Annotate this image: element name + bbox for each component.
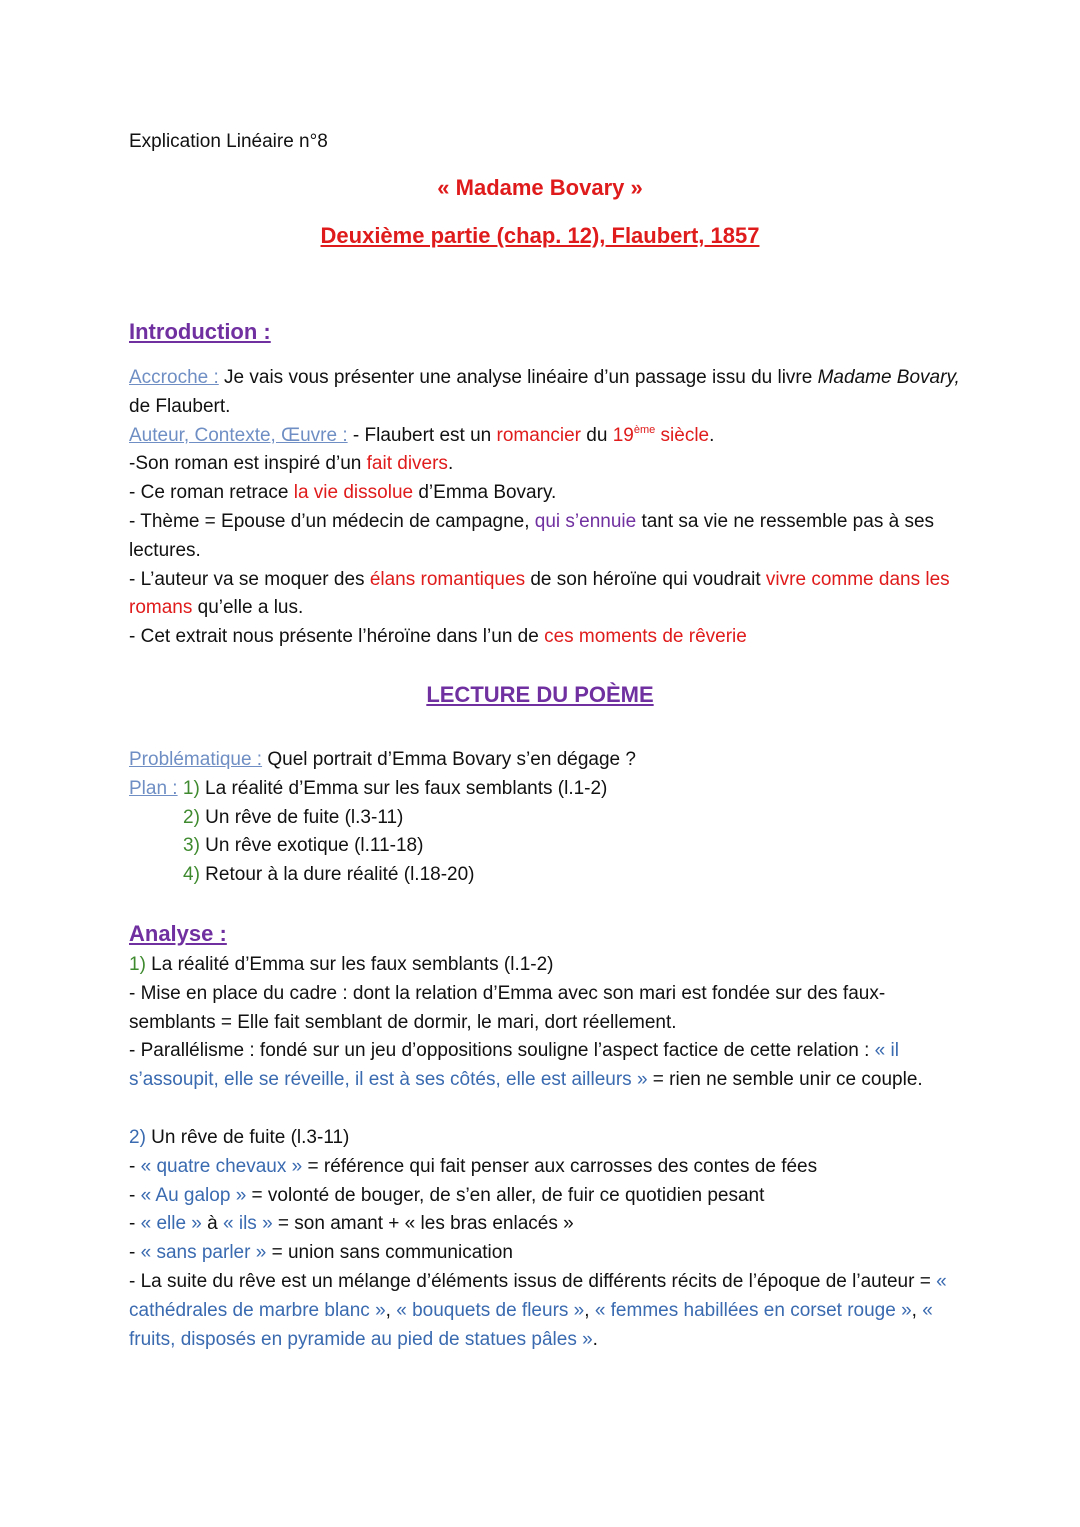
plan-item: 2) Un rêve de fuite (l.3-11) [183, 806, 404, 828]
lecture-heading: LECTURE DU POÈME [426, 682, 654, 707]
accroche-paragraph: Accroche : Je vais vous présenter une analyse linéaire d’un passage issu du livre Madame Bovary, de Flaubert. [129, 367, 960, 417]
intro-line-theme: - Thème = Epouse d’un médecin de campagne, qui s’ennuie tant sa vie ne ressemble pas à ses lectures. [129, 510, 935, 561]
intro-line-reverie: - Cet extrait nous présente l’héroïne dans l’un de ces moments de rêverie [129, 626, 747, 648]
analyse-section-1 [129, 951, 960, 1095]
introduction-heading: Introduction : [129, 319, 271, 344]
section-1-cadre: - Mise en place du cadre : dont la relation d’Emma avec son mari est fondée sur des faux-semblants = Elle fait semblant de dormir, le mari, dort réellement. [129, 982, 886, 1033]
plan-item: 3) Un rêve exotique (l.11-18) [183, 835, 424, 857]
intro-line-vie-dissolue: - Ce roman retrace la vie dissolue d’Emma Bovary. [129, 482, 557, 504]
document-subtitle: Deuxième partie (chap. 12), Flaubert, 1857 [320, 223, 760, 248]
document-title: « Madame Bovary » [437, 175, 643, 200]
introduction-body [129, 364, 960, 652]
section-2-item: - « sans parler » = union sans communication [129, 1242, 513, 1264]
section-2-item: - « elle » à « ils » = son amant + « les bras enlacés » [129, 1213, 574, 1235]
plan-item: Plan : 1) La réalité d’Emma sur les faux semblants (l.1-2) [129, 777, 608, 799]
analyse-heading: Analyse : [129, 921, 227, 946]
plan-item: 4) Retour à la dure réalité (l.18-20) [183, 864, 475, 886]
section-1-parallelisme: - Parallélisme : fondé sur un jeu d’oppositions souligne l’aspect factice de cette relation : « il s’assoupit, elle se réveille, il est à ses côtés, elle est ailleurs » = rien ne semble unir ce couple. [129, 1040, 923, 1091]
section-2-title: 2) Un rêve de fuite (l.3-11) [129, 1127, 350, 1148]
document-label: Explication Linéaire n°8 [129, 131, 328, 152]
section-2-item: - « quatre chevaux » = référence qui fait penser aux carrosses des contes de fées [129, 1155, 818, 1177]
plan-section [129, 746, 960, 890]
analyse-section-2 [129, 1124, 960, 1354]
intro-line-fait-divers: -Son roman est inspiré d’un fait divers. [129, 453, 454, 475]
section-2-item: - « Au galop » = volonté de bouger, de s’en aller, de fuir ce quotidien pesant [129, 1184, 765, 1206]
section-1-title: 1) La réalité d’Emma sur les faux semblants (l.1-2) [129, 954, 554, 975]
problematique-line: Problématique : Quel portrait d’Emma Bovary s’en dégage ? [129, 749, 636, 770]
auteur-paragraph: Auteur, Contexte, Œuvre : - Flaubert est un romancier du 19ème siècle. [129, 423, 715, 446]
section-2-item: - La suite du rêve est un mélange d’éléments issus de différents récits de l’époque de l’auteur = « cathédrales de marbre blanc », « bouquets de fleurs », « femmes habillées en corset rouge », « fruits, disposés en pyramide au pied de statues pâles ». [129, 1270, 947, 1350]
intro-line-elans: - L’auteur va se moquer des élans romantiques de son héroïne qui voudrait vivre comme dans les romans qu’elle a lus. [129, 568, 950, 619]
